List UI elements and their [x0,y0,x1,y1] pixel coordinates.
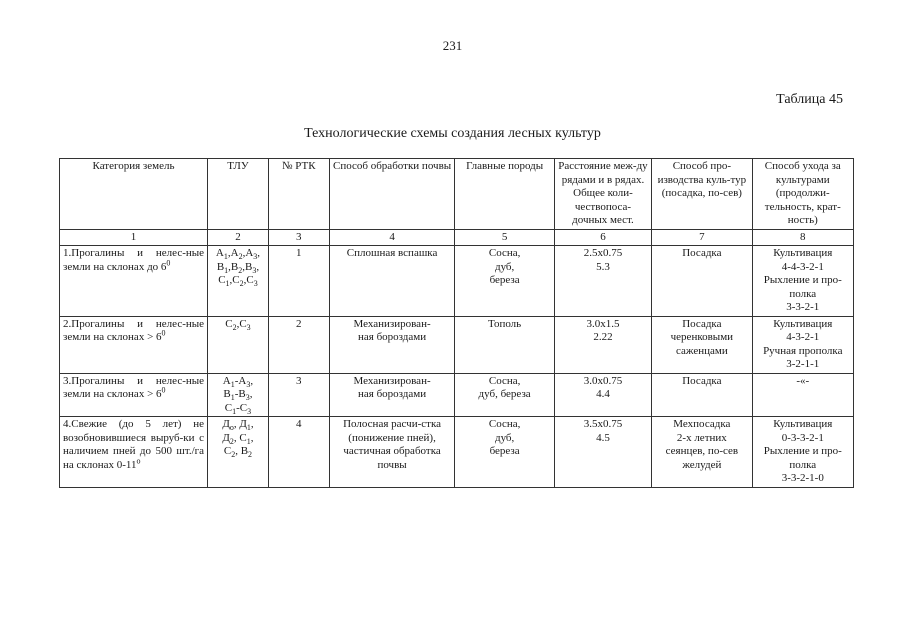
table-row [60,316,854,373]
tlu-cell [208,417,269,488]
land-category-cell: 2.Прогалины и нелес-ные земли на склонах > $6^0$ [60,316,208,373]
species-line: Тополь [488,317,522,330]
header-rtk: № РТК [268,159,329,230]
care-line: Рыхление и про- [763,445,842,457]
production-line: черенковыми [670,331,734,343]
soil-treatment-cell [329,373,455,417]
soil-treatment-line: почвы [377,458,407,471]
spacing-line: 2.22 [593,331,613,343]
column-number: 7 [652,229,752,246]
spacing-cell [554,373,651,417]
care-line: 3-3-2-1 [786,301,820,313]
soil-treatment-cell [329,316,455,373]
spacing-cell [554,246,651,317]
production-method-cell [652,417,752,488]
column-number: 6 [554,229,651,246]
production-line: Мехпосадка [673,418,731,430]
header-soil: Способ обработки почвы [329,159,455,230]
rtk-cell: 2 [268,316,329,373]
main-species-cell [455,373,554,417]
species-line: Сосна, [488,374,521,387]
care-line: 3-3-2-1-0 [781,472,824,484]
care-line: Ручная прополка [763,344,843,357]
header-tlu: ТЛУ [208,159,269,230]
tlu-line: $С_2,С_3$ [225,317,251,332]
care-line: Культивация [773,247,833,259]
tlu-line: $С_2$, $В_2$ [223,445,253,460]
production-line: Посадка [682,247,722,259]
production-line: Посадка [682,374,722,387]
rtk-cell: 4 [268,417,329,488]
tlu-line: $Д_о$, $Д_1$, [222,418,254,433]
spacing-cell [554,417,651,488]
column-number: 1 [60,229,208,246]
column-number: 5 [455,229,554,246]
care-line: 3-2-1-1 [786,358,820,370]
land-category-cell: 4.Свежие (до 5 лет) не возобновившиеся выруб-ки с наличием пней до 500 шт./га на склонах $0-11^о$ [60,417,208,488]
tlu-line: $А_1-А_3$, [222,374,254,389]
soil-treatment-cell [329,417,455,488]
tlu-line: $В_1-В_3$, [223,388,253,403]
soil-treatment-line: Полосная расчи-стка [343,418,442,430]
table-number: Таблица 45 [776,92,843,107]
soil-treatment-line: (понижение пней), [348,431,436,444]
spacing-line: 3.0х0.75 [583,374,623,387]
spacing-line: 4.4 [596,388,610,400]
tlu-line: $А_1,А_2,А_3$, [215,247,261,262]
care-line: 4-3-2-1 [786,331,820,343]
production-line: Посадка [682,317,722,330]
column-number: 3 [268,229,329,246]
care-line: Культивация [773,317,833,330]
soil-treatment-line: частичная обработка [343,445,441,457]
technology-schemes-table [59,158,854,488]
rtk-cell: 3 [268,373,329,417]
page-number: 231 [442,38,463,53]
main-species-cell [455,316,554,373]
care-method-cell [752,373,853,417]
rtk-cell: 1 [268,246,329,317]
care-line: Рыхление и про- [763,274,842,286]
spacing-cell [554,316,651,373]
species-line: Сосна, [488,247,521,259]
tlu-line: $Д_2$, $С_1$, [222,431,254,446]
care-method-cell [752,246,853,317]
care-method-cell [752,417,853,488]
header-spacing: Расстояние меж-ду рядами и в рядах. Общее коли-чествопоса-дочных мест. [554,159,651,230]
soil-treatment-line: ная бороздами [357,331,427,343]
table-row [60,246,854,317]
header-care: Способ ухода за культурами (продолжи-тельность, крат-ность) [752,159,853,230]
production-line: желудей [682,458,722,471]
care-method-cell [752,316,853,373]
species-line: дуб, береза [478,388,531,400]
tlu-cell [208,373,269,417]
spacing-line: 4.5 [596,431,610,444]
table-body [60,246,854,488]
production-method-cell [652,316,752,373]
soil-treatment-line: Механизирован- [353,374,431,387]
spacing-line: 5.3 [596,260,610,273]
land-category-cell: 3.Прогалины и нелес-ные земли на склонах > $6^0$ [60,373,208,417]
care-line: -«- [796,374,810,387]
column-number: 2 [208,229,269,246]
species-line: Сосна, [488,418,521,430]
column-number: 4 [329,229,455,246]
header-production: Способ про-изводства куль-тур (посадка, по-сев) [652,159,752,230]
column-number-row [60,229,854,246]
soil-treatment-line: ная бороздами [357,388,427,400]
table-title: Технологические схемы создания лесных культур [304,126,601,141]
species-line: дуб, [494,260,515,273]
care-line: полка [789,458,817,471]
column-number: 8 [752,229,853,246]
production-line: 2-х летних [676,431,727,444]
care-line: Культивация [773,418,833,430]
tlu-line: $С_1-С_3$ [224,401,252,416]
production-line: саженцами [675,344,728,357]
spacing-line: 3.5х0.75 [583,418,623,430]
tlu-line: $С_1,С_2,С_3$ [218,274,258,289]
main-species-cell [455,417,554,488]
species-line: дуб, [494,431,515,444]
spacing-line: 2.5х0.75 [583,247,623,259]
species-line: береза [489,445,520,457]
tlu-line: $В_1,В_2,В_3$, [216,260,260,275]
species-line: береза [489,274,520,286]
land-category-cell: 1.Прогалины и нелес-ные земли на склонах до $6^0$ [60,246,208,317]
care-line: полка [789,287,817,300]
soil-treatment-cell [329,246,455,317]
care-line: 0-3-3-2-1 [781,431,824,444]
header-category: Категория земель [60,159,208,230]
spacing-line: 3.0х1.5 [586,317,620,330]
production-method-cell [652,373,752,417]
main-species-cell [455,246,554,317]
soil-treatment-line: Сплошная вспашка [346,247,438,259]
header-row [60,159,854,230]
care-line: 4-4-3-2-1 [781,260,824,273]
soil-treatment-line: Механизирован- [353,317,431,330]
tlu-cell [208,246,269,317]
production-method-cell [652,246,752,317]
header-species: Главные породы [455,159,554,230]
table-row [60,417,854,488]
table-row [60,373,854,417]
tlu-cell [208,316,269,373]
production-line: сеянцев, по-сев [665,445,739,457]
